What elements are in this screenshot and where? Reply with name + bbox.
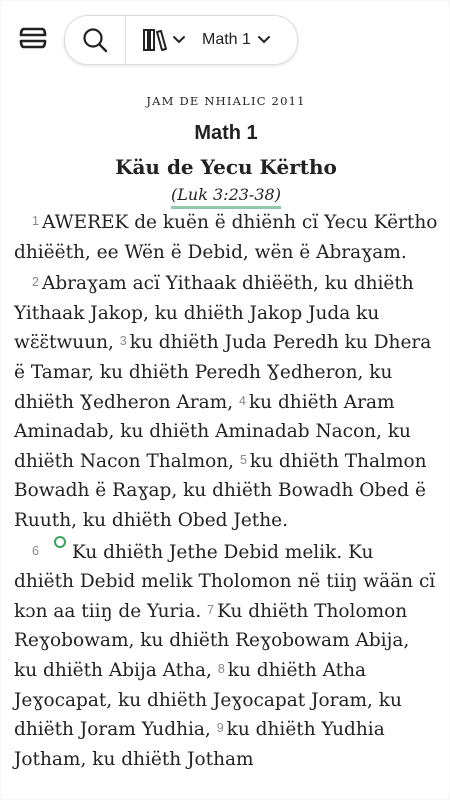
library-icon bbox=[142, 28, 170, 52]
reader-content bbox=[14, 86, 438, 774]
footnote-marker-icon[interactable] bbox=[54, 536, 66, 548]
search-button[interactable] bbox=[65, 16, 126, 64]
paragraph bbox=[14, 538, 438, 775]
top-toolbar bbox=[0, 0, 450, 80]
verse-text[interactable]: ku dhiëth Thalmon Bowadh ë Raɣap, ku dhiëth Bowadh Obed ë Ruuth, ku dhiëth Obed Jethe. bbox=[14, 450, 427, 531]
chapter-selector-label: Math 1 bbox=[202, 31, 251, 48]
verse-text[interactable]: Ku dhiëth Tholomon Reɣobowam, ku dhiëth Reɣobowam Abija, ku dhiëth Abija Atha, bbox=[14, 600, 410, 681]
chapter-title: Math 1 bbox=[194, 122, 258, 144]
verse-number: 3 bbox=[119, 334, 127, 349]
verse-number: 9 bbox=[216, 721, 224, 736]
cross-reference-text: (Luk 3:23-38) bbox=[171, 185, 281, 209]
verse-text[interactable]: ku dhiëth Juda Peredh ku Dhera ë Tamar, ku dhiëth Peredh Ɣedheron, ku dhiëth Ɣedheron Aram, bbox=[14, 332, 432, 413]
verse-text[interactable]: Ku dhiëth Jethe Debid melik. Ku dhiëth Debid melik Tholomon në tiiŋ wään cï kɔn aa tiiŋ de Yuria. bbox=[14, 541, 436, 622]
version-name: JAM DE NHIALIC 2011 bbox=[146, 94, 306, 108]
search-icon bbox=[82, 27, 108, 53]
menu-icon[interactable] bbox=[18, 26, 48, 54]
verse-number: 6 bbox=[32, 543, 39, 558]
section-heading: Käu de Yecu Kërtho bbox=[115, 155, 337, 179]
verse-number: 2 bbox=[32, 275, 39, 290]
verse-number: 5 bbox=[239, 452, 247, 467]
paragraph bbox=[14, 208, 438, 267]
verse-number: 7 bbox=[207, 602, 215, 617]
chevron-down-icon bbox=[172, 35, 186, 45]
paragraph bbox=[14, 269, 438, 535]
chapter-selector[interactable] bbox=[202, 31, 271, 49]
cross-reference[interactable] bbox=[14, 185, 438, 204]
verse-text[interactable]: Abraɣam acï Yithaak dhiëëth, ku dhiëth Yithaak Jakop, ku dhiëth Jakop Juda ku wɛ̈ɛ̈twuun, bbox=[14, 273, 414, 354]
verse-text[interactable]: ku dhiëth Atha Jeɣocapat, ku dhiëth Jeɣocapat Joram, ku dhiëth Joram Yudhia, bbox=[14, 659, 402, 741]
library-button[interactable] bbox=[126, 16, 186, 64]
verse-text[interactable]: ku dhiëth Yudhia Jotham, ku dhiëth Jotham bbox=[14, 719, 385, 770]
chevron-down-icon bbox=[257, 35, 271, 45]
verse-text[interactable]: AWEREK de kuën ë dhiënh cï Yecu Kërtho dhiëëth, ee Wën ë Debid, wën ë Abraɣam. bbox=[14, 212, 438, 263]
verse-text[interactable]: ku dhiëth Aram Aminadab, ku dhiëth Aminadab Nacon, ku dhiëth Nacon Thalmon, bbox=[14, 391, 411, 472]
navigation-pill bbox=[64, 15, 298, 65]
scripture-text bbox=[14, 208, 438, 774]
verse-number: 8 bbox=[217, 661, 225, 676]
verse-number: 1 bbox=[32, 214, 39, 228]
verse-number: 4 bbox=[239, 393, 246, 408]
